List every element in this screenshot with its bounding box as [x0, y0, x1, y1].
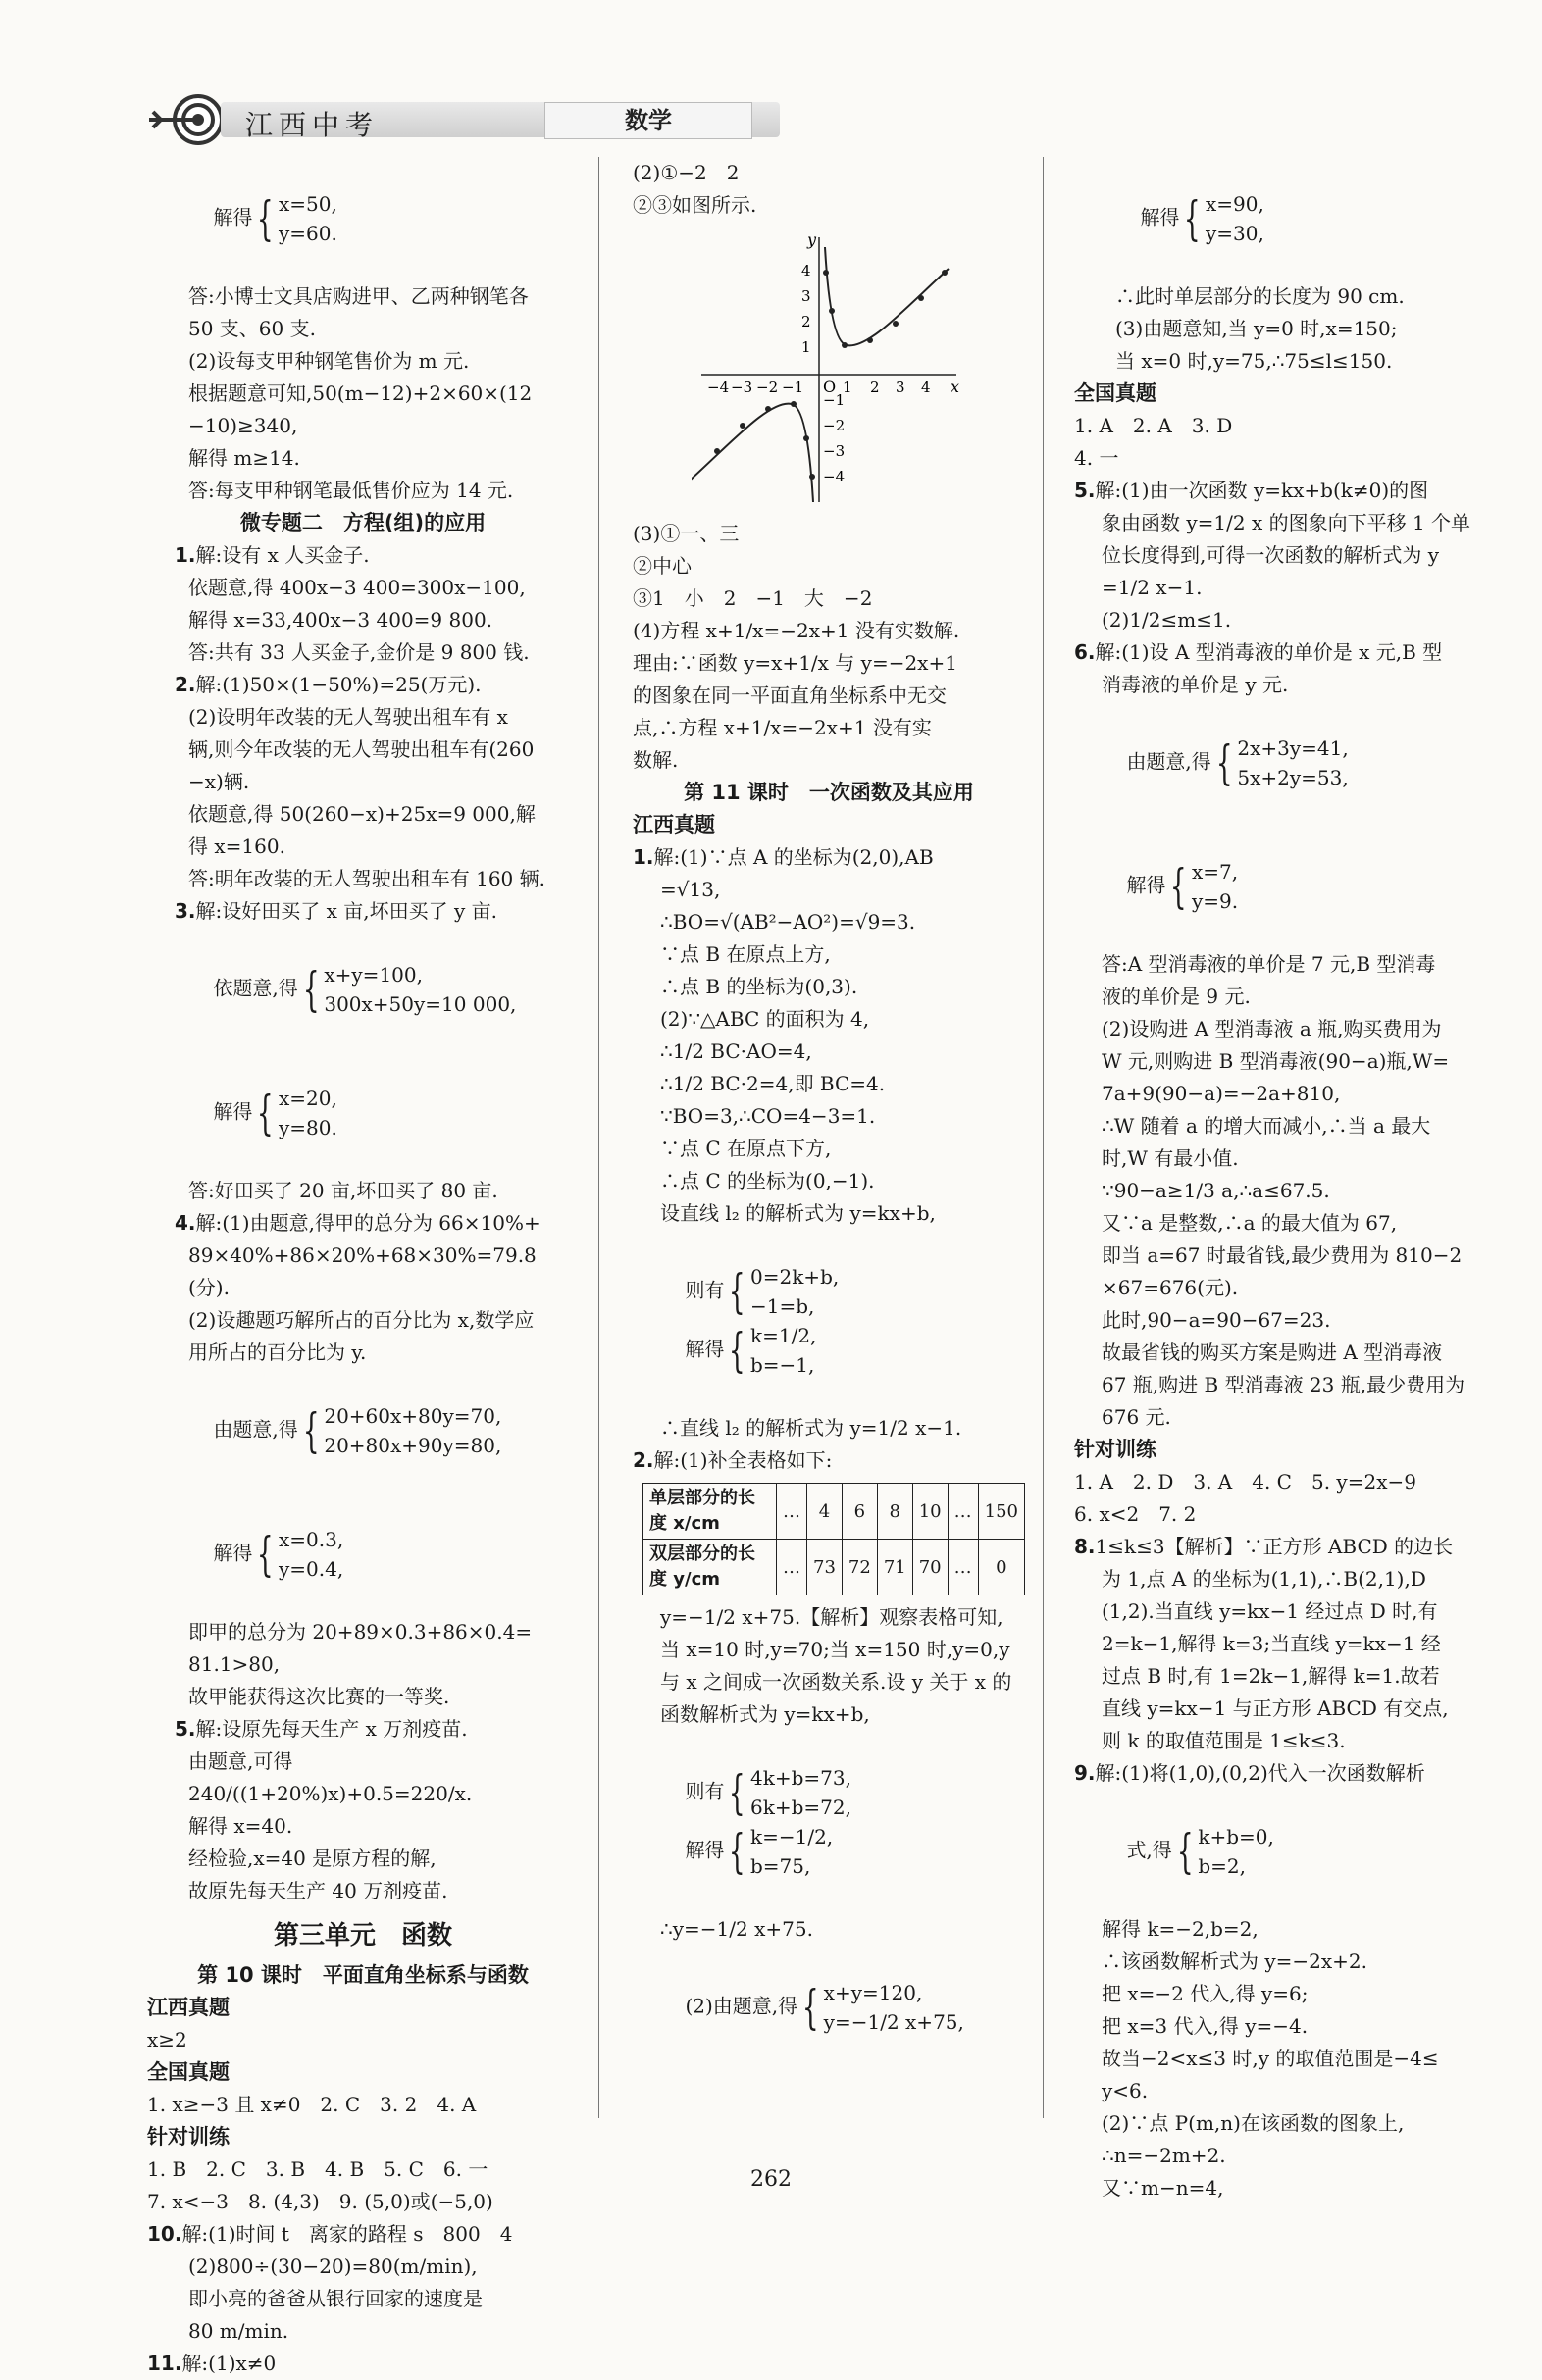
text-line: 答:明年改装的无人驾驶出租车有 160 辆. [188, 867, 545, 890]
text-line: (分). [188, 1276, 230, 1299]
text-line: 89×40%+86×20%+68×30%=79.8 [188, 1243, 537, 1267]
text-line: ∴n=−2m+2. [1102, 2144, 1226, 2167]
text-line: 与 x 之间成一次函数关系.设 y 关于 x 的 [660, 1670, 1012, 1694]
text-line: 1. A 2. D 3. A 4. C 5. y=2x−9 [1074, 1470, 1416, 1494]
text-line: =1/2 x−1. [1102, 576, 1203, 599]
text-line: 50 支、60 支. [188, 317, 316, 340]
text-line: 为 1,点 A 的坐标为(1,1),∴B(2,1),D [1102, 1567, 1426, 1591]
text-line: 的图象在同一平面直角坐标系中无交 [633, 684, 947, 707]
text-line: 则有 { 0=2k+b, −1=b, 解得 { k=1/2, b=−1, [685, 1264, 840, 1378]
text-line: 答:A 型消毒液的单价是 7 元,B 型消毒 [1102, 952, 1436, 976]
text-line: 即甲的总分为 20+89×0.3+86×0.4= [188, 1620, 533, 1644]
text-line: 则 k 的取值范围是 1≤k≤3. [1102, 1729, 1346, 1752]
section-heading: 微专题二 方程(组)的应用 [239, 511, 487, 534]
text-line: ∵点 C 在原点下方, [660, 1137, 832, 1160]
text-line: 消毒液的单价是 y 元. [1102, 673, 1289, 696]
text-line: 把 x=3 代入,得 y=−4. [1102, 2014, 1309, 2038]
lesson-heading: 第 10 课时 平面直角坐标系与函数 [197, 1963, 529, 1987]
svg-text:−1: −1 [823, 391, 846, 409]
text-line: 1. x≥−3 且 x≠0 2. C 3. 2 4. A [147, 2093, 477, 2116]
text-line: 把 x=−2 代入,得 y=6; [1102, 1982, 1309, 2005]
curve-third-quadrant [692, 404, 813, 502]
column-middle: (2)①−2 2 ②③如图所示. x y O −4 −3 −2 −1 1 2 3 4 4 3 2 1 −1 −2 −3 −4 (3)①一、三 ②中心 ③1 小 2 −1 大 −2 (4)方程 x+1/x=−2x+1 没有实数解. 理由:∵函数 y=x+1/x 与 y=−2x+1 的图象在同一平面直角坐标系中无交 点,∴方程 x+1/x=−2x+1 没有实 数解. 第 11 课时 一次函数及其应用 江西真题 1.解:(1)∵点 A 的坐标为(2,0),AB =√13, ∴BO=√(AB²−AO²)=√9=3. ∵点 B 在原点上方, ∴点 B 的坐标为(0,3). (2)∵△ABC 的面积为 4, ∴1/2 BC·AO=4, ∴1/2 BC·2=4,即 BC=4. ∵BO=3,∴CO=4−3=1. ∵点 C 在原点下方, ∴点 C 的坐标为(0,−1). 设直线 l₂ 的解析式为 y=kx+b, 则有 { 0=2k+b, −1=b, 解得 { k=1/2, b=−1, ∴直线 l₂ 的解析式为 y=1/2 x−1. 2.解:(1)补全表格如下: 单层部分的长度 x/cm … 4 6 8 10 … 150 双层部分的长度 y/cm … 73 72 71 70 … 0 y=−1/2 x+75.【解析】观察表格可知, 当 x=10 时,y=70;当 x=150 时,y=0,y 与 x 之间成一次函数关系.设 y 关于 x 的 函数解析式为 y=kx+b, 则有 { 4k+b=73, 6k+b=72, 解得 { k=−1/2, b=75, ∴y=−1/2 x+75. (2)由题意,得 { x+y=120, y=−1/2 x+75, [633, 157, 1025, 2069]
column-divider [1043, 157, 1044, 2118]
text-line: 答:好田买了 20 亩,坏田买了 80 亩. [188, 1179, 498, 1202]
text-line: ∴点 B 的坐标为(0,3). [660, 975, 858, 998]
text-line: (3)由题意知,当 y=0 时,x=150; [1115, 317, 1398, 340]
text-line: 80 m/min. [188, 2319, 289, 2343]
text-line: 解得 { x=50, y=60. [213, 191, 337, 246]
target-icon [147, 92, 228, 147]
text-line: 时,W 有最小值. [1102, 1146, 1239, 1170]
text-line: y=−1/2 x+75.【解析】观察表格可知, [660, 1605, 1003, 1629]
text-line: 液的单价是 9 元. [1102, 985, 1251, 1008]
text-line: 2=k−1,解得 k=3;当直线 y=kx−1 经 [1102, 1632, 1441, 1655]
text-line: (2)800÷(30−20)=80(m/min), [188, 2254, 478, 2278]
text-line: ∵点 B 在原点上方, [660, 942, 831, 966]
text-line: 故甲能获得这次比赛的一等奖. [188, 1685, 450, 1708]
text-line: ∵BO=3,∴CO=4−3=1. [660, 1104, 876, 1128]
svg-text:−3: −3 [731, 379, 753, 396]
svg-text:4: 4 [921, 379, 931, 396]
series-title: 江西中考 [245, 109, 380, 141]
text-line: 答:小博士文具店购进甲、乙两种钢笔各 [188, 284, 529, 308]
data-table [642, 1483, 1025, 1595]
text-line: 即当 a=67 时最省钱,最少费用为 810−2 [1102, 1243, 1463, 1267]
text-line: 解得 k=−2,b=2, [1102, 1917, 1259, 1941]
svg-text:1: 1 [801, 338, 811, 356]
svg-text:4: 4 [801, 262, 811, 279]
unit-heading: 第三单元 函数 [273, 1921, 452, 1950]
text-line: 象由函数 y=1/2 x 的图象向下平移 1 个单 [1102, 511, 1471, 534]
text-line: 1. A 2. A 3. D [1074, 414, 1233, 437]
text-line: 1. B 2. C 3. B 4. B 5. C 6. 一 [147, 2157, 488, 2181]
text-line: 根据题意可知,50(m−12)+2×60×(12 [188, 381, 533, 405]
text-line: ∵90−a≥1/3 a,∴a≤67.5. [1102, 1179, 1330, 1202]
y-axis-label: y [807, 230, 817, 249]
subsection-heading: 针对训练 [1074, 1438, 1156, 1461]
text-line: 设直线 l₂ 的解析式为 y=kx+b, [660, 1201, 936, 1225]
text-line: 又∵m−n=4, [1102, 2176, 1224, 2200]
text-line: (2)设每支甲种钢笔售价为 m 元. [188, 349, 470, 373]
text-line: y<6. [1102, 2079, 1149, 2102]
text-line: 经检验,x=40 是原方程的解, [188, 1847, 437, 1870]
text-line: (3)①一、三 [633, 522, 740, 545]
text-line: 答:每支甲种钢笔最低售价应为 14 元. [188, 479, 514, 502]
text-line: 当 x=10 时,y=70;当 x=150 时,y=0,y [660, 1638, 1010, 1661]
text-line: ②③如图所示. [633, 193, 757, 217]
text-line: 此时,90−a=90−67=23. [1102, 1308, 1331, 1332]
svg-text:2: 2 [870, 379, 880, 396]
subsection-heading: 江西真题 [147, 1996, 230, 2019]
text-line: −10)≥340, [188, 414, 298, 437]
lesson-heading: 第 11 课时 一次函数及其应用 [684, 781, 974, 804]
text-line: 函数解析式为 y=kx+b, [660, 1702, 870, 1726]
svg-text:2: 2 [801, 313, 811, 330]
text-line: ×67=676(元). [1102, 1276, 1239, 1299]
text-line: ③1 小 2 −1 大 −2 [633, 586, 873, 610]
text-line: 6. x<2 7. 2 [1074, 1502, 1197, 1526]
page-number: 262 [750, 2167, 792, 2192]
text-line: 解得 { x=90, y=30, [1140, 191, 1264, 246]
text-line: 故当−2<x≤3 时,y 的取值范围是−4≤ [1102, 2047, 1439, 2070]
text-line: 由题意,得 { 20+60x+80y=70, 20+80x+90y=80, [213, 1403, 502, 1458]
text-line: 解得 { x=0.3, y=0.4, [213, 1527, 344, 1582]
text-line: ∴1/2 BC·2=4,即 BC=4. [660, 1072, 886, 1095]
text-line: 即小亮的爸爸从银行回家的速度是 [188, 2287, 483, 2310]
text-line: 解得 m≥14. [188, 446, 300, 470]
text-line: 由题意,可得 240/((1+20%)x)+0.5=220/x. [188, 1749, 473, 1805]
column-right: 解得 { x=90, y=30, ∴此时单层部分的长度为 90 cm. (3)由题意知,当 y=0 时,x=150; 当 x=0 时,y=75,∴75≤l≤150. 全国真题 1. A 2. A 3. D 4. 一 5.解:(1)由一次函数 y=kx+b(k≠0)的图 象由函数 y=1/2 x 的图象向下平移 1 个单 位长度得到,可得一次函数的解析式为 y =1/2 x−1. (2)1/2≤m≤1. 6.解:(1)设 A 型消毒液的单价是 x 元,B 型 消毒液的单价是 y 元. 由题意,得 { 2x+3y=41, 5x+2y=53, 解得 { x=7, y=9. 答:A 型消毒液的单价是 7 元,B 型消毒 液的单价是 9 元. (2)设购进 A 型消毒液 a 瓶,购买费用为 W 元,则购进 B 型消毒液(90−a)瓶,W= 7a+9(90−a)=−2a+810, ∴W 随着 a 的增大而减小,∴当 a 最大 时,W 有最小值. ∵90−a≥1/3 a,∴a≤67.5. 又∵a 是整数,∴a 的最大值为 67, 即当 a=67 时最省钱,最少费用为 810−2 ×67=676(元). 此时,90−a=90−67=23. 故最省钱的购买方案是购进 A 型消毒液 67 瓶,购进 B 型消毒液 23 瓶,最少费用为 676 元. 针对训练 1. A 2. D 3. A 4. C 5. y=2x−9 6. x<2 7. 2 8.1≤k≤3【解析】∵正方形 ABCD 的边长 为 1,点 A 的坐标为(1,1),∴B(2,1),D (1,2).当直线 y=kx−1 经过点 D 时,有 2=k−1,解得 k=3;当直线 y=kx−1 经 过点 B 时,有 1=2k−1,解得 k=1.故若 直线 y=kx−1 与正方形 ABCD 有交点, 则 k 的取值范围是 1≤k≤3. 9.解:(1)将(1,0),(0,2)代入一次函数解析 式,得 { k+b=0, b=2, 解得 k=−2,b=2, ∴该函数解析式为 y=−2x+2. 把 x=−2 代入,得 y=6; 把 x=3 代入,得 y=−4. 故当−2<x≤3 时,y 的取值范围是−4≤ y<6. (2)∵点 P(m,n)在该函数的图象上, ∴n=−2m+2. 又∵m−n=4, [1074, 157, 1496, 2204]
svg-text:−4: −4 [707, 379, 730, 396]
text-line: (1,2).当直线 y=kx−1 经过点 D 时,有 [1102, 1599, 1438, 1623]
text-line: (2)由题意,得 { x+y=120, y=−1/2 x+75, [685, 1980, 964, 2035]
text-line: 7. x<−3 8. (4,3) 9. (5,0)或(−5,0) [147, 2190, 493, 2213]
x-axis-label: x [951, 378, 960, 396]
text-line: 答:共有 33 人买金子,金价是 9 800 钱. [188, 640, 530, 664]
text-line: 解得 { x=7, y=9. [1126, 859, 1239, 914]
text-line: W 元,则购进 B 型消毒液(90−a)瓶,W= [1102, 1049, 1450, 1073]
text-line: 676 元. [1102, 1405, 1171, 1429]
text-line: ②中心 [633, 554, 692, 578]
subsection-heading: 全国真题 [147, 2060, 230, 2084]
text-line: ∴BO=√(AB²−AO²)=√9=3. [660, 910, 916, 934]
text-line: −x)辆. [188, 770, 250, 793]
text-line: 解得 x=40. [188, 1814, 293, 1838]
text-line: ∴直线 l₂ 的解析式为 y=1/2 x−1. [660, 1416, 962, 1440]
text-line: (2)①−2 2 [633, 161, 740, 184]
svg-text:−2: −2 [756, 379, 779, 396]
svg-text:−2: −2 [823, 417, 846, 434]
text-line: 则有 { 4k+b=73, 6k+b=72, 解得 { k=−1/2, b=75, [685, 1765, 851, 1879]
text-line: 当 x=0 时,y=75,∴75≤l≤150. [1115, 349, 1393, 373]
svg-text:1: 1 [843, 379, 852, 396]
text-line: 用所占的百分比为 y. [188, 1341, 367, 1364]
text-line: 数解. [633, 748, 679, 772]
text-line: (4)方程 x+1/x=−2x+1 没有实数解. [633, 619, 960, 642]
text-line: 解得 x=33,400x−3 400=9 800. [188, 608, 493, 632]
text-line: (2)设购进 A 型消毒液 a 瓶,购买费用为 [1102, 1017, 1442, 1040]
text-line: (2)设趣题巧解所占的百分比为 x,数学应 [188, 1308, 535, 1332]
curve-first-quadrant [825, 247, 949, 345]
text-line: ∴1/2 BC·AO=4, [660, 1039, 812, 1063]
text-line: 点,∴方程 x+1/x=−2x+1 没有实 [633, 716, 932, 739]
origin-label: O [823, 378, 837, 396]
text-line: 67 瓶,购进 B 型消毒液 23 瓶,最少费用为 [1102, 1373, 1465, 1396]
text-line: ∴此时单层部分的长度为 90 cm. [1115, 284, 1405, 308]
text-line: (2)∵△ABC 的面积为 4, [660, 1007, 870, 1031]
text-line: ∴点 C 的坐标为(0,−1). [660, 1169, 875, 1192]
text-line: 依题意,得 { x+y=100, 300x+50y=10 000, [213, 962, 517, 1017]
svg-text:−4: −4 [823, 468, 846, 485]
svg-text:3: 3 [801, 287, 811, 305]
text-line: (2)1/2≤m≤1. [1102, 608, 1232, 632]
text-line: 故最省钱的购买方案是购进 A 型消毒液 [1102, 1341, 1443, 1364]
text-line: 故原先每天生产 40 万剂疫苗. [188, 1879, 448, 1902]
column-left: 解得 { x=50, y=60. 答:小博士文具店购进甲、乙两种钢笔各 50 支、60 支. (2)设每支甲种钢笔售价为 m 元. 根据题意可知,50(m−12)+2×60×(12 −10)≥340, 解得 m≥14. 答:每支甲种钢笔最低售价应为 14 元. 微专题二 方程(组)的应用 1.解:设有 x 人买金子. 依题意,得 400x−3 400=300x−100, 解得 x=33,400x−3 400=9 800. 答:共有 33 人买金子,金价是 9 800 钱. 2.解:(1)50×(1−50%)=25(万元). (2)设明年改装的无人驾驶出租车有 x 辆,则今年改装的无人驾驶出租车有(260 −x)辆. 依题意,得 50(260−x)+25x=9 000,解 得 x=160. 答:明年改装的无人驾驶出租车有 160 辆. 3.解:设好田买了 x 亩,坏田买了 y 亩. 依题意,得 { x+y=100, 300x+50y=10 000, 解得 { x=20, y=80. 答:好田买了 20 亩,坏田买了 80 亩. 4.解:(1)由题意,得甲的总分为 66×10%+ 89×40%+86×20%+68×30%=79.8 (分). (2)设趣题巧解所占的百分比为 x,数学应 用所占的百分比为 y. 由题意,得 { 20+60x+80y=70, 20+80x+90y=80, 解得 { x=0.3, y=0.4, 即甲的总分为 20+89×0.3+86×0.4= 81.1>80, 故甲能获得这次比赛的一等奖. 5.解:设原先每天生产 x 万剂疫苗. 由题意,可得 240/((1+20%)x)+0.5=220/x. 解得 x=40. 经检验,x=40 是原方程的解, 故原先每天生产 40 万剂疫苗. 第三单元 函数 第 10 课时 平面直角坐标系与函数 江西真题 x≥2 全国真题 1. x≥−3 且 x≠0 2. C 3. 2 4. A 针对训练 1. B 2. C 3. B 4. B 5. C 6. 一 7. x<−3 8. (4,3) 9. (5,0)或(−5,0) 10.解:(1)时间 t 离家的路程 s 800 4 (2)800÷(30−20)=80(m/min), 即小亮的爸爸从银行回家的速度是 80 m/min. 11.解:(1)x≠0 [147, 157, 579, 2380]
text-line: 又∵a 是整数,∴a 的最大值为 67, [1102, 1211, 1398, 1235]
function-graph [692, 228, 966, 512]
table-row: 双层部分的长度 y/cm … 73 72 71 70 … 0 [643, 1540, 1025, 1595]
subject-label: 数学 [544, 102, 752, 139]
text-line: ∴y=−1/2 x+75. [660, 1917, 813, 1941]
text-line: 直线 y=kx−1 与正方形 ABCD 有交点, [1102, 1696, 1449, 1720]
text-line: 位长度得到,可得一次函数的解析式为 y [1102, 543, 1440, 567]
text-line: (2)∵点 P(m,n)在该函数的图象上, [1102, 2111, 1405, 2135]
text-line: ∴W 随着 a 的增大而减小,∴当 a 最大 [1102, 1114, 1431, 1138]
text-line: 由题意,得 { 2x+3y=41, 5x+2y=53, [1126, 735, 1349, 790]
text-line: 过点 B 时,有 1=2k−1,解得 k=1.故若 [1102, 1664, 1440, 1688]
subsection-heading: 针对训练 [147, 2125, 230, 2149]
text-line: 81.1>80, [188, 1652, 281, 1676]
text-line: 理由:∵函数 y=x+1/x 与 y=−2x+1 [633, 651, 957, 675]
svg-text:−3: −3 [823, 442, 846, 460]
text-line: ∴该函数解析式为 y=−2x+2. [1102, 1950, 1368, 1973]
text-line: 依题意,得 400x−3 400=300x−100, [188, 576, 526, 599]
text-line: 辆,则今年改装的无人驾驶出租车有(260 [188, 737, 535, 761]
text-line: (2)设明年改装的无人驾驶出租车有 x [188, 705, 508, 729]
text-line: 解得 { x=20, y=80. [213, 1086, 337, 1140]
text-line: 得 x=160. [188, 835, 285, 858]
table-row: 单层部分的长度 x/cm … 4 6 8 10 … 150 [643, 1484, 1025, 1540]
subsection-heading: 江西真题 [633, 813, 715, 836]
svg-text:−1: −1 [782, 379, 804, 396]
text-line: 式,得 { k+b=0, b=2, [1126, 1824, 1274, 1879]
text-line: x≥2 [147, 2028, 187, 2051]
text-line: 依题意,得 50(260−x)+25x=9 000,解 [188, 802, 536, 826]
text-line: 4. 一 [1074, 446, 1119, 470]
svg-text:3: 3 [896, 379, 905, 396]
text-line: =√13, [660, 878, 721, 901]
column-divider [598, 157, 599, 2118]
text-line: 7a+9(90−a)=−2a+810, [1102, 1082, 1341, 1105]
subsection-heading: 全国真题 [1074, 381, 1156, 405]
